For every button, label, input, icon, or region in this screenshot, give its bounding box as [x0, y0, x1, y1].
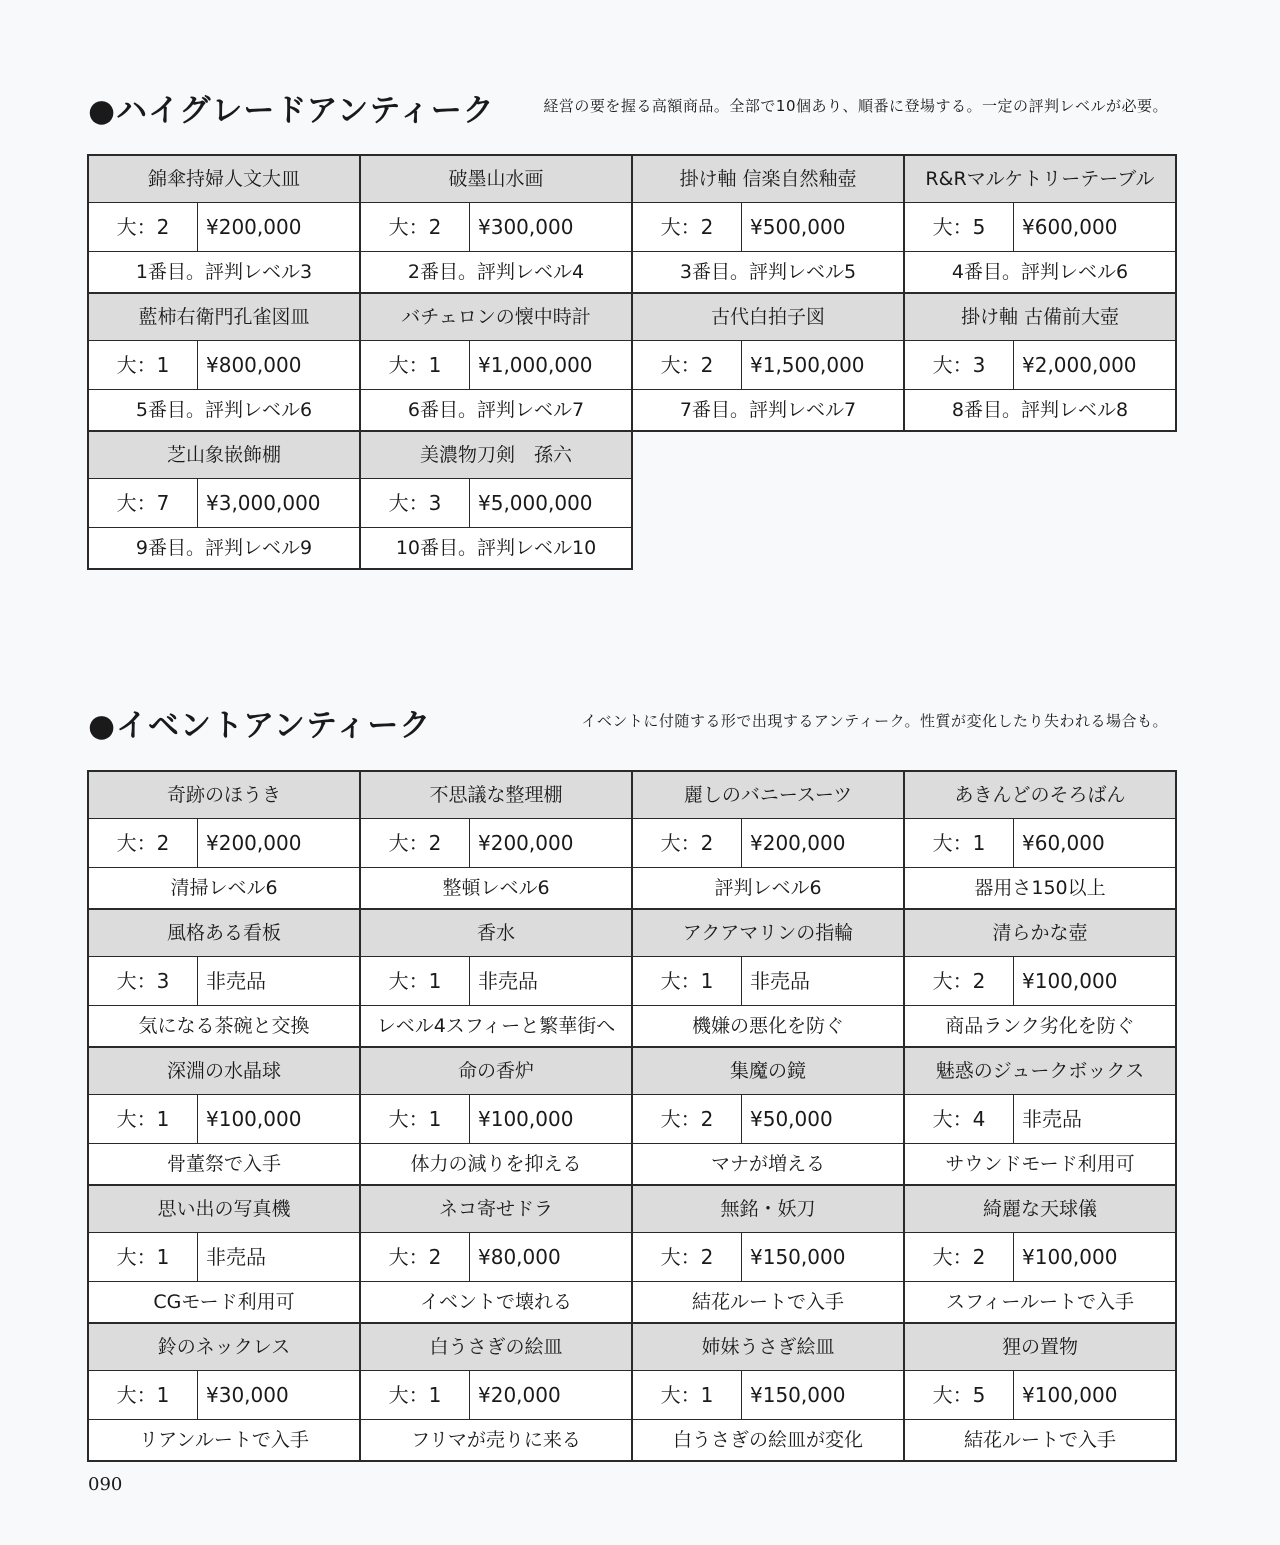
size-price-row	[633, 957, 903, 1006]
antique-card	[359, 908, 633, 1048]
antique-card	[87, 430, 361, 570]
antique-size: 大：3	[361, 479, 470, 527]
antique-note: レベル4スフィーと繁華街へ	[376, 1015, 616, 1037]
antique-card	[903, 770, 1177, 910]
antique-card	[87, 1046, 361, 1186]
antique-name: R&Rマルケトリーテーブル	[905, 156, 1175, 203]
antique-card	[87, 770, 361, 910]
antique-note: リアンルートで入手	[139, 1429, 309, 1451]
antique-note: 8番目。評判レベル8	[951, 399, 1129, 421]
antique-note: サウンドモード利用可	[945, 1153, 1135, 1175]
high-grade-header	[88, 85, 1180, 129]
event-header	[88, 700, 1180, 744]
antique-size: 大：1	[633, 1371, 742, 1419]
antique-card	[631, 770, 905, 910]
antique-note: 骨董祭で入手	[166, 1153, 281, 1175]
antique-card	[631, 1046, 905, 1186]
antique-name: 命の香炉	[361, 1048, 631, 1095]
section-title: ●イベントアンティーク	[88, 708, 432, 744]
antique-price: ¥100,000	[206, 1107, 302, 1131]
antique-card	[631, 1322, 905, 1462]
size-price-row	[89, 203, 359, 252]
antique-size: 大：1	[361, 957, 470, 1005]
antique-size: 大：2	[633, 1095, 742, 1143]
antique-card	[87, 908, 361, 1048]
antique-card	[631, 154, 905, 294]
antique-card	[359, 430, 633, 570]
antique-price: ¥2,000,000	[1022, 353, 1137, 377]
antique-card	[87, 1322, 361, 1462]
antique-price: ¥100,000	[1022, 1245, 1118, 1269]
antique-note: 7番目。評判レベル7	[679, 399, 857, 421]
antique-name: 錦傘持婦人文大皿	[89, 156, 359, 203]
antique-name: 不思議な整理棚	[361, 772, 631, 819]
antique-price: ¥150,000	[750, 1245, 846, 1269]
antique-card	[903, 292, 1177, 432]
size-price-row	[905, 203, 1175, 252]
antique-size: 大：3	[905, 341, 1014, 389]
antique-name: 鈴のネックレス	[89, 1324, 359, 1371]
antique-card	[903, 1046, 1177, 1186]
antique-note: スフィールートで入手	[945, 1291, 1135, 1313]
size-price-row	[633, 1233, 903, 1282]
antique-name: 古代白拍子図	[633, 294, 903, 341]
antique-name: 掛け軸 信楽自然釉壺	[633, 156, 903, 203]
antique-card	[359, 154, 633, 294]
section-title: ●ハイグレードアンティーク	[88, 93, 495, 129]
antique-size: 大：2	[361, 1233, 470, 1281]
antique-size: 大：2	[361, 203, 470, 251]
antique-price: ¥1,000,000	[478, 353, 593, 377]
antique-name: 狸の置物	[905, 1324, 1175, 1371]
antique-price: 非売品	[206, 1245, 266, 1269]
antique-note: 9番目。評判レベル9	[135, 537, 313, 559]
antique-card	[359, 292, 633, 432]
antique-name: 破墨山水画	[361, 156, 631, 203]
antique-size: 大：7	[89, 479, 198, 527]
antique-card	[87, 292, 361, 432]
size-price-row	[905, 1095, 1175, 1144]
antique-price: ¥100,000	[1022, 1383, 1118, 1407]
antique-note: 整頓レベル6	[442, 877, 550, 899]
antique-size: 大：2	[89, 203, 198, 251]
antique-name: 集魔の鏡	[633, 1048, 903, 1095]
size-price-row	[633, 341, 903, 390]
antique-card	[87, 154, 361, 294]
antique-note: イベントで壊れる	[419, 1291, 572, 1313]
antique-price: 非売品	[750, 969, 810, 993]
antique-price: ¥800,000	[206, 353, 302, 377]
antique-price: ¥600,000	[1022, 215, 1118, 239]
size-price-row	[89, 479, 359, 528]
antique-name: 麗しのバニースーツ	[633, 772, 903, 819]
antique-card	[903, 1322, 1177, 1462]
size-price-row	[361, 341, 631, 390]
antique-size: 大：2	[633, 203, 742, 251]
antique-name: 美濃物刀剣 孫六	[361, 432, 631, 479]
antique-price: ¥100,000	[478, 1107, 574, 1131]
section-description: 経営の要を握る高額商品。全部で10個あり、順番に登場する。一定の評判レベルが必要。	[543, 97, 1168, 115]
antique-card	[631, 292, 905, 432]
size-price-row	[89, 341, 359, 390]
antique-note: 1番目。評判レベル3	[135, 261, 313, 283]
antique-name: 奇跡のほうき	[89, 772, 359, 819]
antique-card	[903, 908, 1177, 1048]
antique-price: ¥200,000	[206, 215, 302, 239]
antique-price: ¥300,000	[478, 215, 574, 239]
antique-name: ネコ寄せドラ	[361, 1186, 631, 1233]
antique-size: 大：1	[633, 957, 742, 1005]
antique-card	[359, 770, 633, 910]
size-price-row	[361, 1233, 631, 1282]
antique-card	[631, 908, 905, 1048]
antique-note: 3番目。評判レベル5	[679, 261, 857, 283]
antique-size: 大：2	[905, 957, 1014, 1005]
antique-card	[631, 1184, 905, 1324]
event-table	[87, 770, 1175, 1460]
antique-note: 清掃レベル6	[170, 877, 278, 899]
antique-note: 6番目。評判レベル7	[407, 399, 585, 421]
antique-size: 大：2	[633, 1233, 742, 1281]
antique-price: ¥5,000,000	[478, 491, 593, 515]
antique-name: 芝山象嵌飾棚	[89, 432, 359, 479]
size-price-row	[89, 1233, 359, 1282]
antique-name: 深淵の水晶球	[89, 1048, 359, 1095]
antique-note: 気になる茶碗と交換	[138, 1015, 310, 1037]
antique-note: フリマが売りに来る	[411, 1429, 581, 1451]
antique-name: 無銘・妖刀	[633, 1186, 903, 1233]
antique-name: 香水	[361, 910, 631, 957]
antique-size: 大：5	[905, 203, 1014, 251]
antique-size: 大：1	[361, 1095, 470, 1143]
antique-name: バチェロンの懐中時計	[361, 294, 631, 341]
antique-card	[87, 1184, 361, 1324]
high-grade-table	[87, 154, 1175, 568]
size-price-row	[905, 341, 1175, 390]
antique-size: 大：1	[89, 341, 198, 389]
antique-price: 非売品	[478, 969, 538, 993]
antique-card	[903, 1184, 1177, 1324]
antique-price: ¥500,000	[750, 215, 846, 239]
antique-price: ¥20,000	[478, 1383, 561, 1407]
antique-name: 魅惑のジュークボックス	[905, 1048, 1175, 1095]
size-price-row	[905, 819, 1175, 868]
antique-size: 大：1	[361, 341, 470, 389]
antique-price: ¥200,000	[206, 831, 302, 855]
antique-note: マナが増える	[710, 1153, 825, 1175]
antique-price: ¥1,500,000	[750, 353, 865, 377]
size-price-row	[633, 203, 903, 252]
antique-price: ¥50,000	[750, 1107, 833, 1131]
antique-price: ¥200,000	[478, 831, 574, 855]
antique-note: 体力の減りを抑える	[410, 1153, 582, 1175]
antique-name: 藍柿右衛門孔雀図皿	[89, 294, 359, 341]
size-price-row	[89, 1371, 359, 1420]
antique-note: 10番目。評判レベル10	[395, 537, 597, 559]
antique-size: 大：1	[361, 1371, 470, 1419]
antique-size: 大：1	[905, 819, 1014, 867]
antique-name: 思い出の写真機	[89, 1186, 359, 1233]
antique-price: ¥60,000	[1022, 831, 1105, 855]
antique-card	[359, 1046, 633, 1186]
antique-size: 大：1	[89, 1095, 198, 1143]
antique-price: 非売品	[1022, 1107, 1082, 1131]
antique-price: ¥100,000	[1022, 969, 1118, 993]
antique-price: ¥80,000	[478, 1245, 561, 1269]
antique-card	[359, 1184, 633, 1324]
size-price-row	[905, 1371, 1175, 1420]
antique-size: 大：2	[89, 819, 198, 867]
antique-price: 非売品	[206, 969, 266, 993]
size-price-row	[89, 819, 359, 868]
antique-price: ¥30,000	[206, 1383, 289, 1407]
antique-name: 風格ある看板	[89, 910, 359, 957]
antique-note: 結花ルートで入手	[691, 1291, 844, 1313]
size-price-row	[361, 479, 631, 528]
antique-note: CGモード利用可	[153, 1291, 295, 1313]
antique-note: 白うさぎの絵皿が変化	[672, 1429, 863, 1451]
size-price-row	[361, 819, 631, 868]
antique-name: 白うさぎの絵皿	[361, 1324, 631, 1371]
antique-price: ¥150,000	[750, 1383, 846, 1407]
antique-price: ¥3,000,000	[206, 491, 321, 515]
antique-size: 大：4	[905, 1095, 1014, 1143]
antique-note: 機嫌の悪化を防ぐ	[691, 1015, 844, 1037]
size-price-row	[361, 1371, 631, 1420]
antique-size: 大：2	[361, 819, 470, 867]
antique-note: 評判レベル6	[714, 877, 822, 899]
size-price-row	[905, 1233, 1175, 1282]
antique-note: 5番目。評判レベル6	[135, 399, 313, 421]
size-price-row	[89, 1095, 359, 1144]
size-price-row	[361, 203, 631, 252]
antique-price: ¥200,000	[750, 831, 846, 855]
size-price-row	[361, 1095, 631, 1144]
antique-name: あきんどのそろばん	[905, 772, 1175, 819]
antique-name: 姉妹うさぎ絵皿	[633, 1324, 903, 1371]
antique-name: アクアマリンの指輪	[633, 910, 903, 957]
size-price-row	[361, 957, 631, 1006]
size-price-row	[633, 1095, 903, 1144]
antique-size: 大：2	[905, 1233, 1014, 1281]
antique-card	[359, 1322, 633, 1462]
antique-size: 大：2	[633, 341, 742, 389]
page-number: 090	[88, 1474, 123, 1495]
antique-note: 結花ルートで入手	[963, 1429, 1116, 1451]
antique-note: 商品ランク劣化を防ぐ	[945, 1015, 1135, 1037]
section-description: イベントに付随する形で出現するアンティーク。性質が変化したり失われる場合も。	[581, 712, 1168, 730]
antique-note: 2番目。評判レベル4	[407, 261, 585, 283]
antique-size: 大：5	[905, 1371, 1014, 1419]
antique-size: 大：3	[89, 957, 198, 1005]
antique-name: 綺麗な天球儀	[905, 1186, 1175, 1233]
antique-note: 4番目。評判レベル6	[951, 261, 1129, 283]
size-price-row	[633, 819, 903, 868]
antique-size: 大：2	[633, 819, 742, 867]
antique-size: 大：1	[89, 1371, 198, 1419]
antique-note: 器用さ150以上	[974, 877, 1106, 899]
size-price-row	[633, 1371, 903, 1420]
antique-name: 清らかな壺	[905, 910, 1175, 957]
antique-name: 掛け軸 古備前大壺	[905, 294, 1175, 341]
antique-card	[903, 154, 1177, 294]
antique-size: 大：1	[89, 1233, 198, 1281]
size-price-row	[89, 957, 359, 1006]
size-price-row	[905, 957, 1175, 1006]
